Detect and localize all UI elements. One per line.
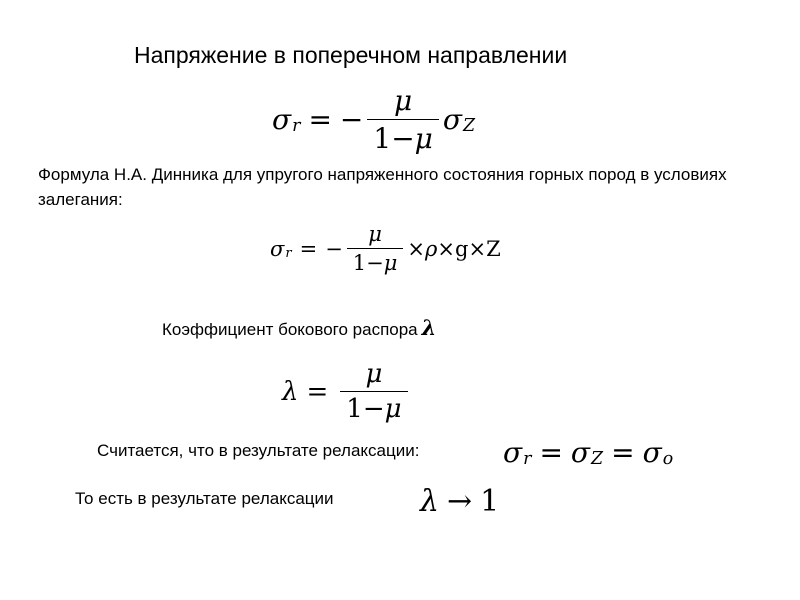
one-symbol: 1 bbox=[480, 484, 500, 519]
relaxation-statement: Считается, что в результате релаксации: bbox=[97, 441, 420, 460]
lateral-pressure-coefficient-label bbox=[162, 315, 436, 340]
sigma-symbol: σ bbox=[442, 103, 462, 136]
minus-sign: − bbox=[339, 103, 364, 136]
equals-sign: = bbox=[539, 436, 563, 469]
equation-relaxation-equality bbox=[503, 436, 673, 469]
fraction bbox=[340, 359, 407, 424]
mu-symbol: μ bbox=[383, 251, 398, 275]
lambda-symbol: λ bbox=[282, 376, 299, 407]
coefficient-label-text: Коэффициент бокового распора bbox=[162, 320, 418, 339]
g-symbol: g bbox=[455, 236, 469, 261]
arrow-symbol: → bbox=[447, 484, 473, 519]
fraction bbox=[347, 222, 404, 275]
denominator bbox=[367, 119, 438, 155]
equation-lambda-limit bbox=[420, 484, 499, 519]
relaxation-conclusion: То есть в результате релаксации bbox=[75, 489, 334, 508]
equals-sign: = bbox=[299, 236, 318, 261]
numerator-mu: μ bbox=[368, 222, 382, 246]
sigma-symbol: σ bbox=[642, 436, 662, 469]
minus-sign: − bbox=[325, 236, 343, 261]
subscript-r: r bbox=[523, 449, 532, 470]
numerator-mu: μ bbox=[394, 84, 413, 117]
times-sign: × bbox=[407, 236, 426, 261]
subscript-z: Z bbox=[591, 449, 604, 470]
sigma-symbol: σ bbox=[570, 436, 591, 469]
mu-symbol: μ bbox=[384, 394, 402, 424]
denominator bbox=[340, 391, 407, 424]
equation-lambda bbox=[282, 359, 412, 424]
numerator-mu: μ bbox=[365, 359, 383, 389]
dinnik-formula-description: Формула Н.А. Динника для упругого напряженного состояния горных пород в условиях залегания: bbox=[38, 165, 727, 209]
denominator bbox=[347, 248, 404, 275]
equals-sign: = bbox=[308, 103, 332, 136]
z-symbol: Z bbox=[486, 236, 501, 261]
times-sign: × bbox=[437, 236, 455, 261]
rho-symbol: ρ bbox=[425, 236, 438, 261]
lambda-symbol: λ bbox=[421, 315, 437, 340]
sigma-symbol: σ bbox=[503, 436, 523, 469]
slide-title: Напряжение в поперечном направлении bbox=[134, 42, 568, 68]
sigma-symbol: σ bbox=[270, 236, 285, 261]
times-sign: × bbox=[468, 236, 487, 261]
one-minus: 1− bbox=[346, 394, 385, 424]
mu-symbol: μ bbox=[414, 122, 433, 155]
equals-sign: = bbox=[611, 436, 635, 469]
one-minus: 1− bbox=[373, 122, 415, 155]
sigma-symbol: σ bbox=[272, 103, 292, 136]
one-minus: 1− bbox=[352, 251, 384, 275]
lambda-symbol: λ bbox=[420, 484, 440, 519]
equals-sign: = bbox=[306, 376, 329, 407]
fraction bbox=[367, 84, 438, 155]
subscript-o: o bbox=[662, 449, 674, 470]
subscript-r: r bbox=[285, 245, 292, 261]
equation-dinnik bbox=[270, 222, 501, 275]
subscript-z: Z bbox=[462, 116, 476, 137]
equation-transverse-stress bbox=[272, 84, 475, 155]
subscript-r: r bbox=[292, 116, 301, 137]
